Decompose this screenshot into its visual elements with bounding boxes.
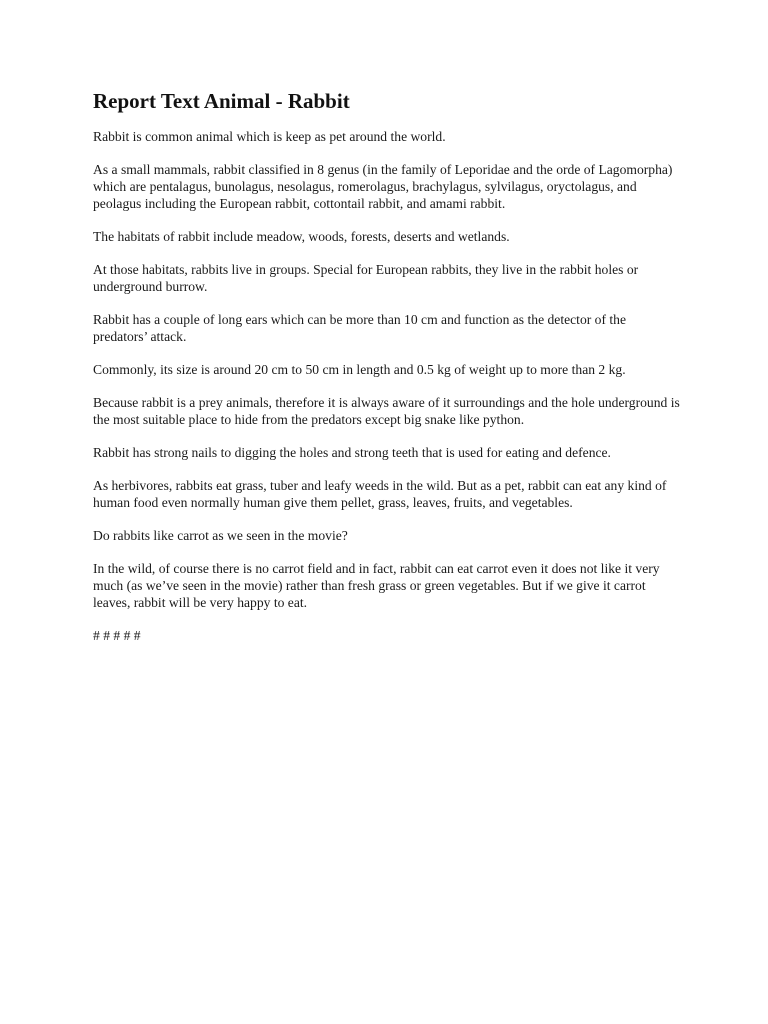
paragraph-ears: Rabbit has a couple of long ears which can be more than 10 cm and function as the detector of the predators’ attack. — [93, 312, 626, 344]
document-title: Report Text Animal - Rabbit — [93, 89, 350, 113]
paragraph-prey: Because rabbit is a prey animals, therefore it is always aware of it surroundings and the hole underground is the most suitable place to hide from the predators except big snake like python. — [93, 395, 680, 427]
paragraph-habitats: The habitats of rabbit include meadow, woods, forests, deserts and wetlands. — [93, 229, 510, 244]
document-content — [93, 88, 683, 660]
paragraph-nails-teeth: Rabbit has strong nails to digging the holes and strong teeth that is used for eating and defence. — [93, 445, 611, 460]
paragraph-size: Commonly, its size is around 20 cm to 50 cm in length and 0.5 kg of weight up to more than 2 kg. — [93, 362, 626, 377]
paragraph-carrot: In the wild, of course there is no carrot field and in fact, rabbit can eat carrot even it does not like it very much (as we’ve seen in the movie) rather than fresh grass or green vegetables. But if we give it carrot leaves, rabbit will be very happy to eat. — [93, 561, 660, 610]
paragraph-question: Do rabbits like carrot as we seen in the movie? — [93, 528, 348, 543]
end-marker: # # # # # — [93, 628, 141, 643]
paragraph-intro: Rabbit is common animal which is keep as pet around the world. — [93, 129, 446, 144]
paragraph-diet: As herbivores, rabbits eat grass, tuber and leafy weeds in the wild. But as a pet, rabbit can eat any kind of human food even normally human give them pellet, grass, leaves, fruits, and vegetables. — [93, 478, 667, 510]
paragraph-groups: At those habitats, rabbits live in groups. Special for European rabbits, they live in the rabbit holes or underground burrow. — [93, 262, 639, 294]
paragraph-classification: As a small mammals, rabbit classified in 8 genus (in the family of Leporidae and the orde of Lagomorpha) which are pentalagus, bunolagus, nesolagus, romerolagus, brachylagus, sylvilagus, oryctolagus, and peolagus including the European rabbit, cottontail rabbit, and amami rabbit. — [93, 162, 673, 211]
